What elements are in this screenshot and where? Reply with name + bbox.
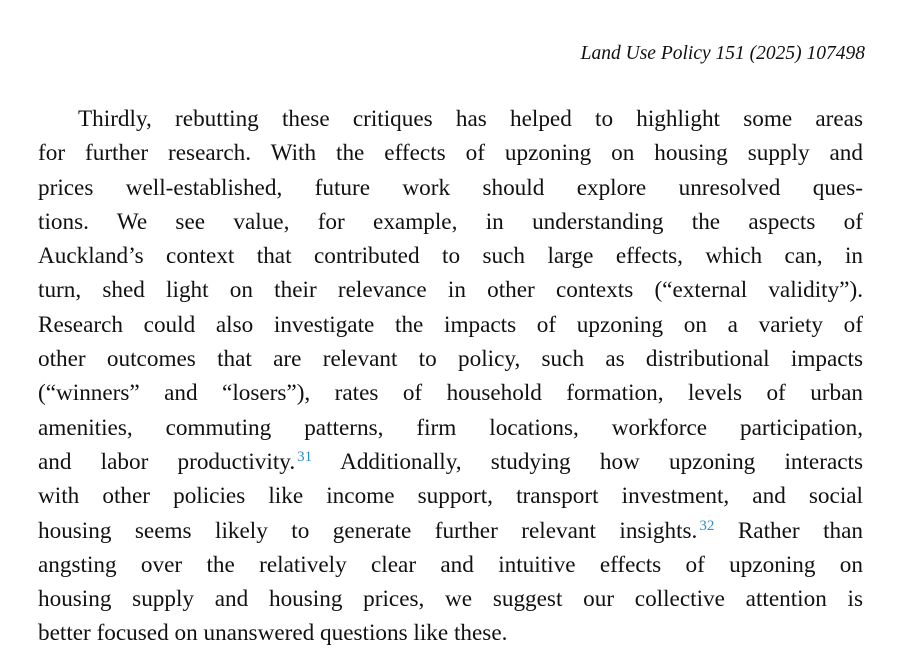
paragraph-line-5: Auckland’s context that contributed to such large effects, which can, in [38,243,863,270]
running-head: Land Use Policy 151 (2025) 107498 [580,43,865,64]
paragraph-line-9: (“winners” and “losers”), rates of household formation, levels of urban [38,380,863,407]
body-paragraph [38,102,863,651]
paragraph-line-1: Thirdly, rebutting these critiques has helped to highlight some areas [78,106,863,132]
paragraph-line-6: turn, shed light on their relevance in other contexts (“external validity”). [38,277,863,304]
line-13-text-before: housing seems likely to generate further relevant insights. [38,517,698,544]
paragraph-line-7: Research could also investigate the impacts of upzoning on a variety of [38,311,863,338]
footnote-link-31[interactable]: 31 [297,448,313,465]
paragraph-line-14: angsting over the relatively clear and intuitive effects of upzoning on [38,551,863,578]
line-13-text-after: Rather than [737,517,864,544]
paragraph-line-3: prices well-established, future work should explore unresolved ques- [38,174,863,201]
paragraph-line-2: for further research. With the effects of upzoning on housing supply and [38,140,863,167]
line-11-text-before: and labor productivity. [38,448,296,475]
paragraph-line-11 [38,445,863,479]
line-11-text-after: Additionally, studying how upzoning interacts [340,448,864,475]
paragraph-line-8: other outcomes that are relevant to policy, such as distributional impacts [38,346,863,373]
paragraph-line-13 [38,514,863,548]
paragraph-line-12: with other policies like income support, transport investment, and social [38,483,863,510]
footnote-link-32[interactable]: 32 [699,517,715,534]
paragraph-line-10: amenities, commuting patterns, firm locations, workforce participation, [38,414,863,441]
paragraph-line-4: tions. We see value, for example, in understanding the aspects of [38,208,863,235]
paragraph-line-16: better focused on unanswered questions like these. [38,620,508,647]
paragraph-line-15: housing supply and housing prices, we suggest our collective attention is [38,586,863,613]
